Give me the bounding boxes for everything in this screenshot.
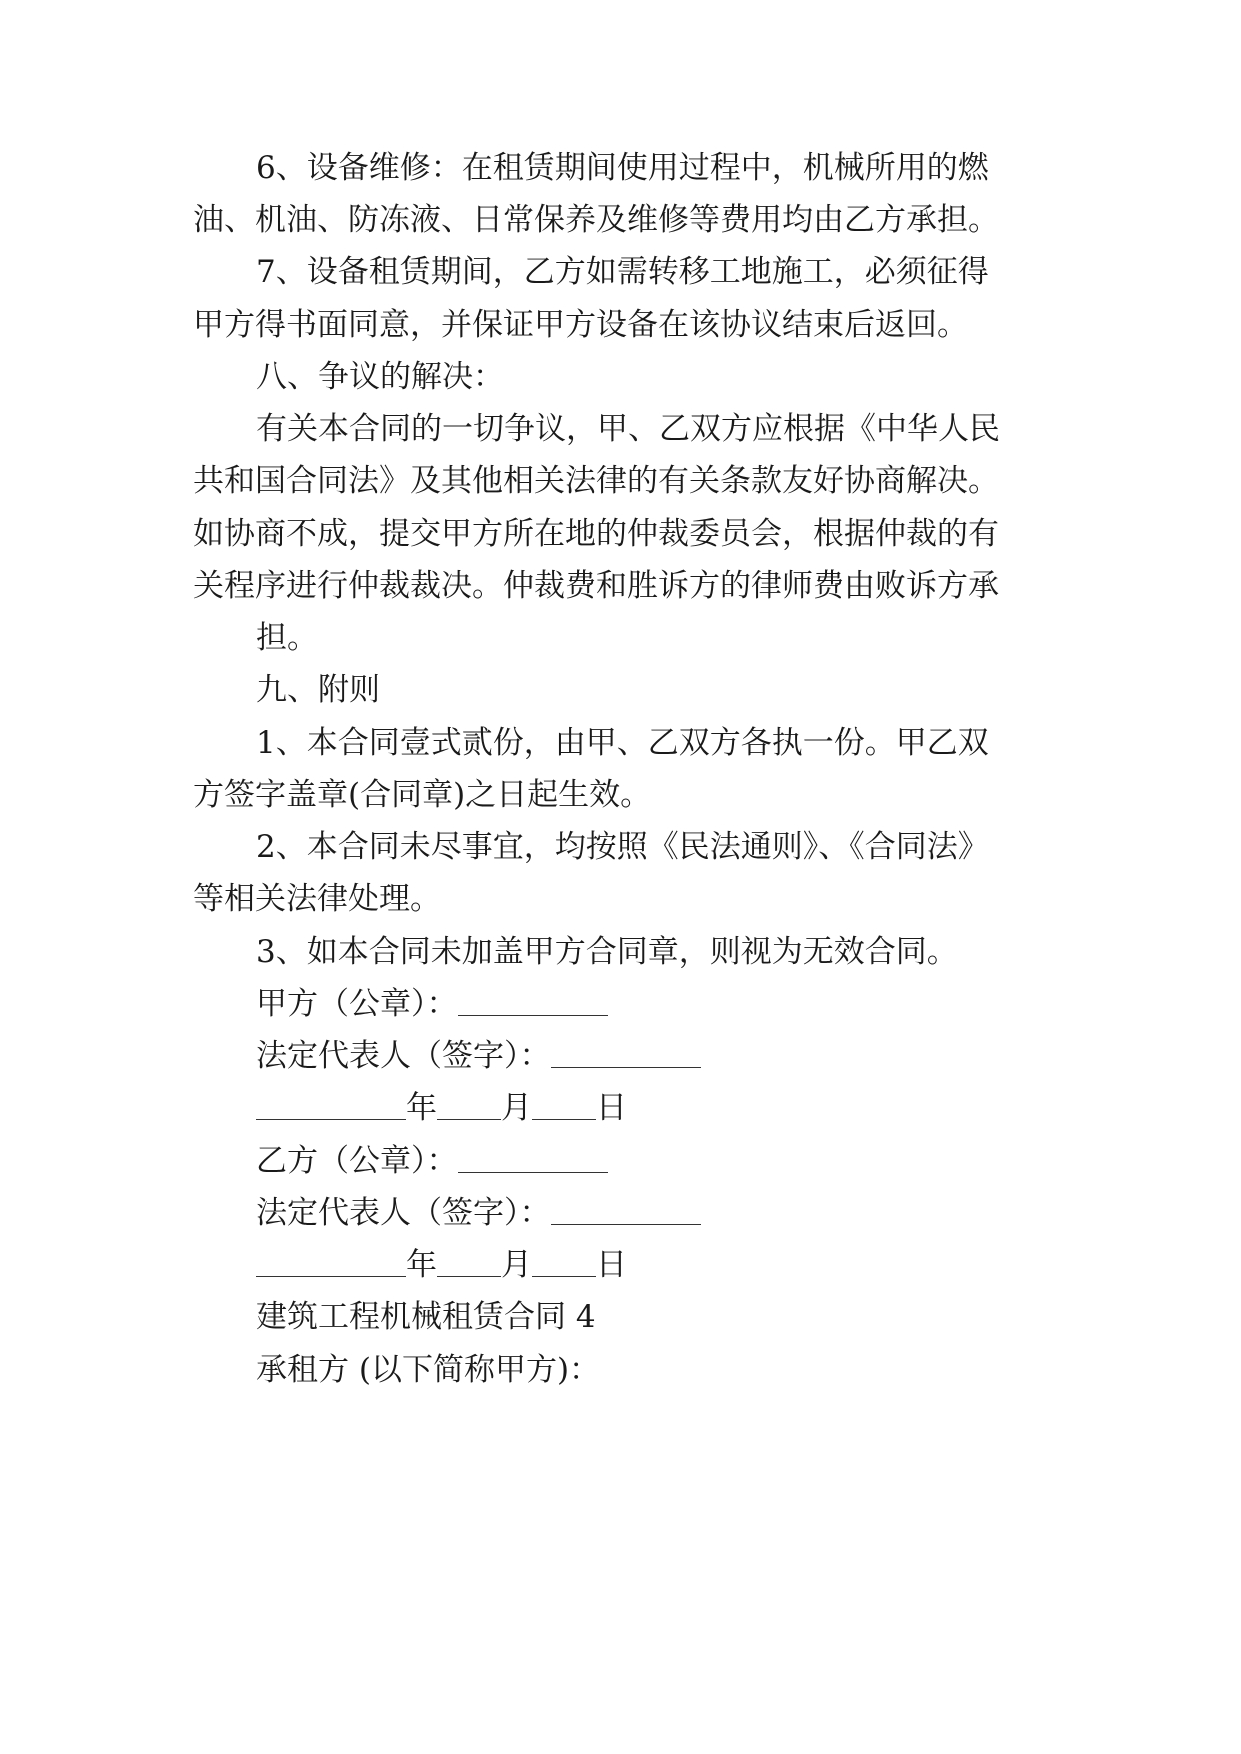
party-a-rep-blank[interactable] xyxy=(551,1037,701,1068)
day-label: 日 xyxy=(596,1247,627,1283)
party-b-rep-blank[interactable] xyxy=(551,1194,701,1225)
party-a-seal-label: 甲方（公章）： xyxy=(256,986,458,1022)
party-a-day-blank[interactable] xyxy=(532,1089,596,1120)
party-b-rep-label: 法定代表人（签字）： xyxy=(256,1195,551,1231)
party-a-seal-line xyxy=(256,975,608,1033)
dispute-line-1: 有关本合同的一切争议，甲、乙双方应根据《中华人民 xyxy=(256,411,1000,447)
month-label: 月 xyxy=(501,1247,532,1283)
party-a-date-line xyxy=(256,1079,627,1137)
party-b-month-blank[interactable] xyxy=(437,1246,501,1277)
dispute-line-3: 如协商不成，提交甲方所在地的仲裁委员会，根据仲裁的有 xyxy=(193,516,999,552)
party-a-seal-blank[interactable] xyxy=(458,985,608,1016)
party-b-seal-label: 乙方（公章）： xyxy=(256,1143,458,1179)
appendix-3: 3、如本合同未加盖甲方合同章，则视为无效合同。 xyxy=(256,934,958,970)
appendix-2-line-1: 2、本合同未尽事宜，均按照《民法通则》、《合同法》 xyxy=(256,829,989,865)
appendix-2-line-2: 等相关法律处理。 xyxy=(193,881,441,917)
party-b-day-blank[interactable] xyxy=(532,1246,596,1277)
section-9-heading: 九、附则 xyxy=(256,672,380,708)
dispute-line-2: 共和国合同法》及其他相关法律的有关条款友好协商解决。 xyxy=(193,463,999,499)
party-b-seal-blank[interactable] xyxy=(458,1142,608,1173)
lessee-line: 承租方 (以下简称甲方)： xyxy=(256,1352,601,1388)
clause-7-line-1: 7、设备租赁期间，乙方如需转移工地施工，必须征得 xyxy=(256,254,989,290)
clause-6-line-1: 6、设备维修：在租赁期间使用过程中，机械所用的燃 xyxy=(256,150,989,186)
party-b-year-blank[interactable] xyxy=(256,1246,406,1277)
appendix-1-line-1: 1、本合同壹式贰份，由甲、乙双方各执一份。甲乙双 xyxy=(256,725,989,761)
appendix-1-line-2: 方签字盖章(合同章)之日起生效。 xyxy=(193,777,652,813)
party-b-rep-line xyxy=(256,1184,701,1242)
month-label: 月 xyxy=(501,1090,532,1126)
contract-4-title: 建筑工程机械租赁合同 4 xyxy=(256,1299,596,1335)
party-b-date-line xyxy=(256,1236,627,1294)
party-b-seal-line xyxy=(256,1132,608,1190)
dispute-line-5: 担。 xyxy=(256,620,318,656)
party-a-rep-line xyxy=(256,1027,701,1085)
section-8-heading: 八、争议的解决： xyxy=(256,359,504,395)
dispute-line-4: 关程序进行仲裁裁决。仲裁费和胜诉方的律师费由败诉方承 xyxy=(193,568,999,604)
party-a-year-blank[interactable] xyxy=(256,1089,406,1120)
year-label: 年 xyxy=(406,1247,437,1283)
party-a-month-blank[interactable] xyxy=(437,1089,501,1120)
clause-7-line-2: 甲方得书面同意，并保证甲方设备在该协议结束后返回。 xyxy=(193,307,968,343)
clause-6-line-2: 油、机油、防冻液、日常保养及维修等费用均由乙方承担。 xyxy=(193,202,999,238)
day-label: 日 xyxy=(596,1090,627,1126)
year-label: 年 xyxy=(406,1090,437,1126)
party-a-rep-label: 法定代表人（签字）： xyxy=(256,1038,551,1074)
